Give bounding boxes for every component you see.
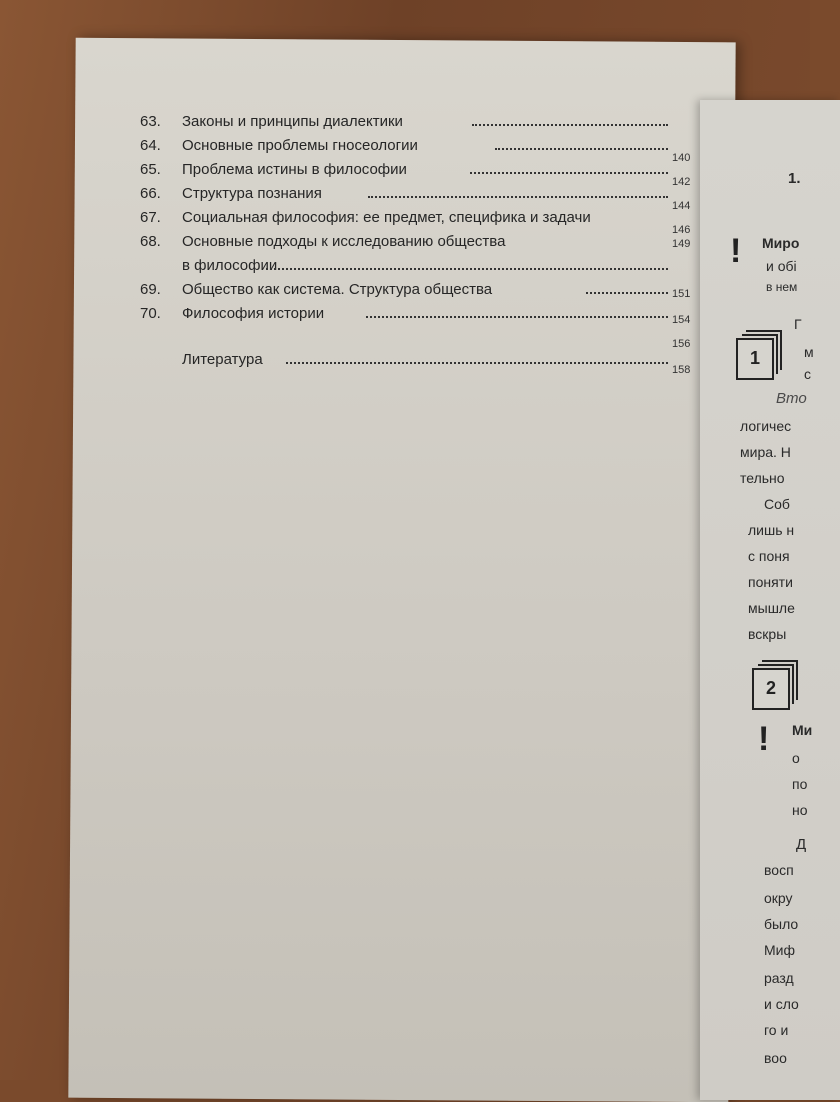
toc-entry-number: 67. bbox=[140, 209, 161, 226]
toc-page-number: 151 bbox=[672, 288, 691, 300]
paragraph-text: Соб bbox=[764, 496, 790, 512]
toc-entry bbox=[140, 230, 700, 278]
toc-entry bbox=[140, 134, 700, 164]
paragraph-text: с поня bbox=[748, 548, 790, 564]
text-fragment: м bbox=[804, 344, 814, 360]
toc-entry-title-continued: в философии bbox=[182, 257, 278, 274]
toc-entry-title: Законы и принципы диалектики bbox=[182, 113, 403, 130]
toc-entry-number: 64. bbox=[140, 137, 161, 154]
leader-dots bbox=[586, 290, 668, 294]
paragraph-text: Д bbox=[796, 836, 807, 853]
definition-text: в нем bbox=[766, 280, 798, 294]
definition-text: о bbox=[792, 750, 800, 766]
paragraph-text: воо bbox=[764, 1050, 787, 1066]
exclamation-icon: ! bbox=[730, 232, 742, 270]
toc-page-number: 146 bbox=[672, 224, 691, 236]
exclamation-icon: ! bbox=[758, 720, 770, 758]
toc-entry bbox=[140, 110, 700, 134]
definition-term: Миро bbox=[762, 235, 800, 251]
paragraph-text: Вто bbox=[776, 390, 807, 407]
toc-entry-number: 63. bbox=[140, 113, 161, 130]
chapter-number: 1. bbox=[788, 170, 801, 187]
table-of-contents bbox=[140, 110, 700, 376]
leader-dots bbox=[472, 122, 668, 126]
toc-entry-title: Социальная философия: ее предмет, специфика и задачи bbox=[182, 209, 591, 226]
toc-entry-title: Литература bbox=[182, 351, 263, 368]
paragraph-text: поняти bbox=[748, 574, 793, 590]
paragraph-text: восп bbox=[764, 862, 794, 878]
toc-entry-number: 70. bbox=[140, 305, 161, 322]
toc-entry bbox=[140, 278, 700, 302]
definition-term: Ми bbox=[792, 722, 813, 738]
section-2-icon: 2 bbox=[752, 668, 790, 710]
definition-text: но bbox=[792, 802, 808, 818]
definition-text: и обі bbox=[766, 258, 797, 274]
toc-entry bbox=[140, 206, 700, 236]
leader-dots bbox=[366, 314, 668, 318]
leader-dots bbox=[495, 146, 668, 150]
toc-page-number: 142 bbox=[672, 176, 691, 188]
toc-entry-number: 69. bbox=[140, 281, 161, 298]
leader-dots bbox=[266, 266, 668, 270]
paragraph-text: го и bbox=[764, 1022, 789, 1038]
toc-entry bbox=[140, 302, 700, 350]
toc-entry-title: Основные проблемы гносеологии bbox=[182, 137, 418, 154]
toc-entry-number: 66. bbox=[140, 185, 161, 202]
paragraph-text: мира. Н bbox=[740, 444, 791, 460]
toc-entry-number: 68. bbox=[140, 233, 161, 250]
paragraph-text: было bbox=[764, 916, 799, 932]
toc-entry bbox=[140, 158, 700, 188]
toc-page-number: 149 bbox=[672, 238, 691, 250]
toc-entry-literature bbox=[140, 348, 700, 376]
toc-page-number: 144 bbox=[672, 200, 691, 212]
paragraph-text: логичес bbox=[740, 418, 792, 434]
toc-entry-title: Проблема истины в философии bbox=[182, 161, 407, 178]
toc-entry-number: 65. bbox=[140, 161, 161, 178]
leader-dots bbox=[470, 170, 668, 174]
leader-dots bbox=[368, 194, 668, 198]
toc-page-number: 156 bbox=[672, 338, 691, 350]
paragraph-text: окру bbox=[764, 890, 793, 906]
text-fragment: с bbox=[804, 366, 811, 382]
paragraph-text: и сло bbox=[764, 996, 799, 1012]
paragraph-text: мышле bbox=[748, 600, 795, 616]
toc-page-number: 158 bbox=[672, 364, 691, 376]
section-1-icon: 1 bbox=[736, 338, 774, 380]
paragraph-text: разд bbox=[764, 970, 794, 986]
text-fragment: Г bbox=[794, 316, 802, 332]
toc-entry bbox=[140, 182, 700, 212]
paragraph-text: тельно bbox=[740, 470, 785, 486]
right-page bbox=[700, 100, 840, 1100]
definition-text: по bbox=[792, 776, 808, 792]
toc-entry-title: Общество как система. Структура общества bbox=[182, 281, 493, 298]
paragraph-text: вскры bbox=[748, 626, 787, 642]
leader-dots bbox=[286, 360, 668, 364]
toc-entry-title: Основные подходы к исследованию общества bbox=[182, 233, 506, 250]
toc-entry-title: Философия истории bbox=[182, 305, 325, 322]
toc-page-number: 140 bbox=[672, 152, 691, 164]
toc-page-number: 154 bbox=[672, 314, 691, 326]
paragraph-text: Миф bbox=[764, 942, 796, 958]
toc-entry-title: Структура познания bbox=[182, 185, 322, 202]
paragraph-text: лишь н bbox=[748, 522, 795, 538]
